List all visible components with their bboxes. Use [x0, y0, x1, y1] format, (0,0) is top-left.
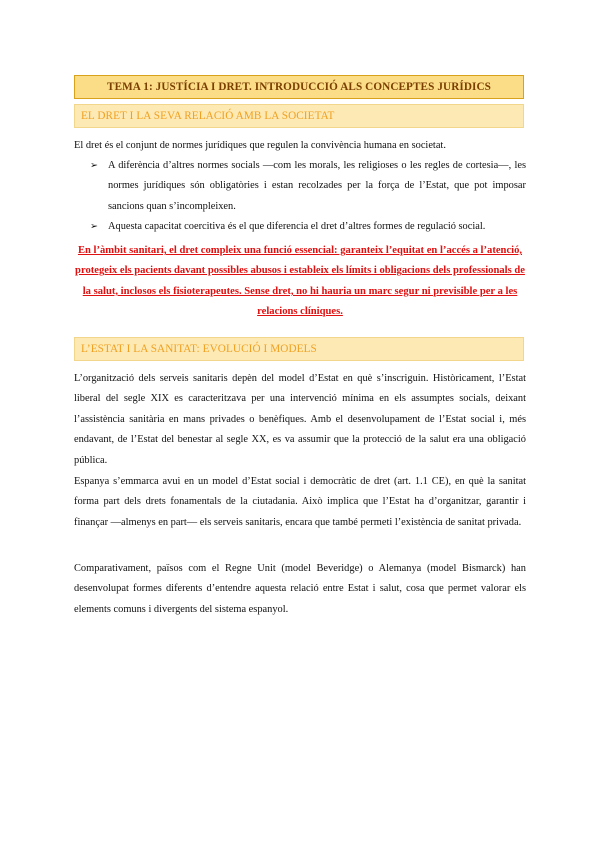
bullet-list — [90, 156, 526, 238]
body-paragraph: L’organització dels serveis sanitaris depèn del model d’Estat en què s’inscriguin. Històricament, l’Estat liberal del segle XIX es caracteritzava per una intervenció mínima en els assumptes socials, deixant l’assistència sanitària en mans privades o benèfiques. Amb el desenvolupament de l’Estat social i, més endavant, de l’Estat del benestar al segle XX, es va assumir que la protecció de la salut era una obligació pública. — [74, 373, 526, 466]
intro-paragraph: El dret és el conjunt de normes jurídiques que regulen la convivència humana en societat. — [74, 140, 446, 151]
arrow-bullet-icon: ➢ — [90, 160, 98, 171]
section-heading-dret-societat: EL DRET I LA SEVA RELACIÓ AMB LA SOCIETAT — [74, 104, 524, 128]
bullet-text: Aquesta capacitat coercitiva és el que diferencia el dret d’altres formes de regulació social. — [108, 221, 486, 233]
arrow-bullet-icon: ➢ — [90, 221, 98, 233]
bullet-item — [90, 156, 526, 217]
highlighted-paragraph: En l’àmbit sanitari, el dret compleix una funció essencial: garanteix l’equitat en l’accés a l’atenció, protegeix els pacients davant possibles abusos i estableix els límits i obligacions dels professionals de la salut, inclosos els fisioterapeutes. Sense dret, no hi hauria un marc segur ni previsible per a les relacions clíniques. — [75, 245, 525, 318]
document-title: TEMA 1: JUSTÍCIA I DRET. INTRODUCCIÓ ALS CONCEPTES JURÍDICS — [74, 75, 524, 99]
bullet-text: A diferència d’altres normes socials —com les morals, les religioses o les regles de cortesia—, les normes jurídiques són obligatòries i estan recolzades per la força de l’Estat, que pot imposar sancions quan s’incompleixen. — [108, 160, 526, 212]
body-paragraph: Espanya s’emmarca avui en un model d’Estat social i democràtic de dret (art. 1.1 CE), en què la sanitat forma part dels drets fonamentals de la ciutadania. Això implica que l’Estat ha d’organitzar, garantir i finançar —almenys en part— els serveis sanitaris, encara que també permeti l’existència de sanitat privada. — [74, 476, 526, 528]
body-paragraph: Comparativament, països com el Regne Unit (model Beveridge) o Alemanya (model Bismarck) han desenvolupat formes diferents d’entendre aquesta relació entre Estat i salut, cosa que permet valorar els elements comuns i divergents del sistema espanyol. — [74, 563, 526, 615]
section-heading-estat-sanitat: L’ESTAT I LA SANITAT: EVOLUCIÓ I MODELS — [74, 337, 524, 361]
bullet-item — [90, 217, 526, 237]
